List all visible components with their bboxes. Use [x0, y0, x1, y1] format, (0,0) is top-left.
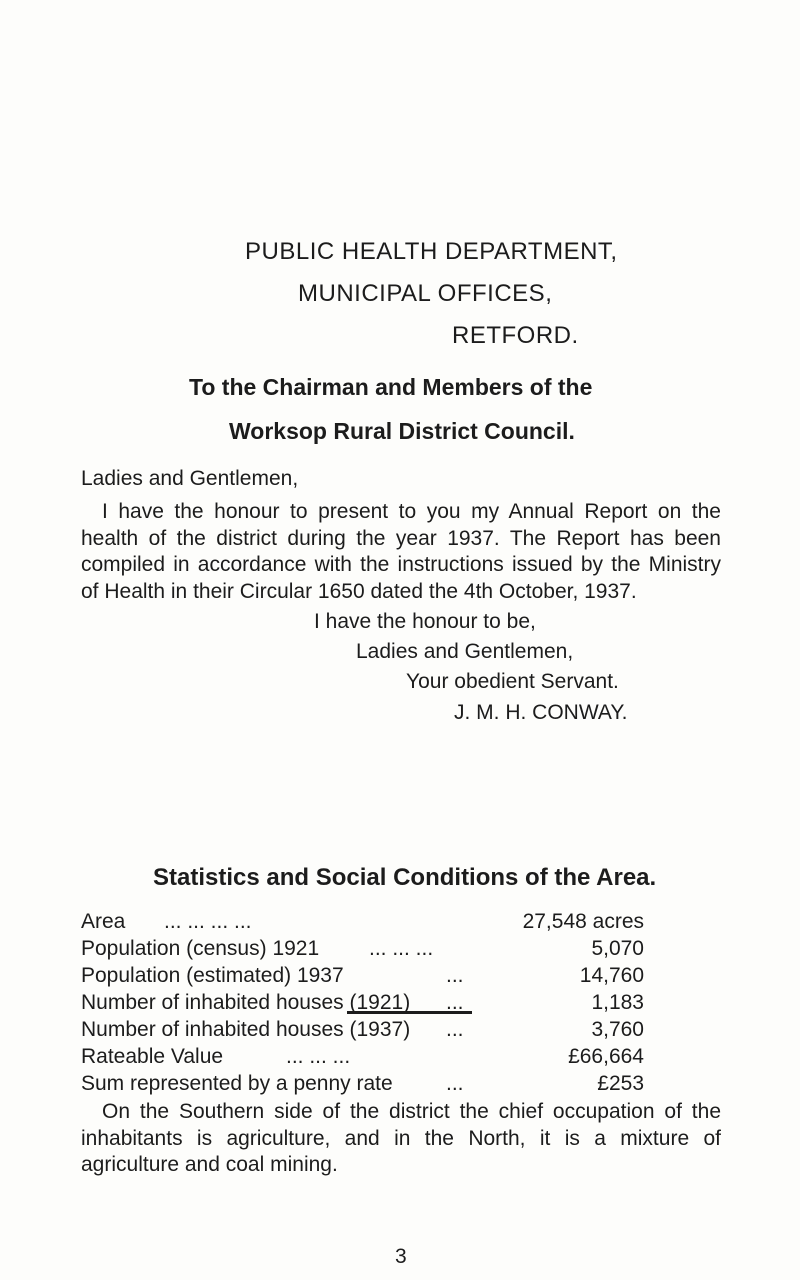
addressee-line-1: To the Chairman and Members of the	[189, 374, 593, 400]
addressee-line-2: Worksop Rural District Council.	[229, 418, 575, 444]
row-leader: ...	[446, 1018, 464, 1041]
row-leader: ...	[446, 991, 464, 1014]
row-value: 1,183	[591, 991, 644, 1014]
statistics-heading: Statistics and Social Conditions of the Area.	[153, 864, 657, 891]
letter-body: I have the honour to present to you my Annual Report on the health of the district during the year 1937. The Report has been compiled in accordance with the instructions issued by the Ministry of Health in their Circular 1650 dated the 4th October, 1937.	[81, 500, 721, 603]
letterhead-offices: MUNICIPAL OFFICES,	[298, 280, 553, 307]
row-value: 5,070	[591, 937, 644, 960]
table-row	[81, 1018, 644, 1042]
table-row	[81, 964, 644, 988]
row-leader: ... ... ... ...	[164, 910, 252, 933]
row-label: Population (census) 1921	[81, 937, 320, 960]
signature: J. M. H. CONWAY.	[454, 701, 628, 724]
page-number: 3	[395, 1245, 407, 1268]
row-label: Population (estimated) 1937	[81, 964, 344, 987]
row-value: £66,664	[568, 1045, 644, 1068]
row-leader: ... ... ...	[369, 937, 434, 960]
table-row	[81, 991, 644, 1015]
row-label: Rateable Value	[81, 1045, 224, 1068]
row-value: 3,760	[591, 1018, 644, 1041]
occupation-note: On the Southern side of the district the chief occupation of the inhabitants is agriculture, and in the North, it is a mixture of agriculture and coal mining.	[81, 1100, 721, 1176]
row-label: Sum represented by a penny rate	[81, 1072, 393, 1095]
row-leader: ...	[446, 1072, 464, 1095]
table-row	[81, 1045, 644, 1069]
closing-line-3: Your obedient Servant.	[406, 670, 619, 693]
table-row	[81, 1072, 644, 1096]
salutation: Ladies and Gentlemen,	[81, 467, 299, 490]
letterhead-department: PUBLIC HEALTH DEPARTMENT,	[245, 238, 618, 265]
row-value: 14,760	[579, 964, 644, 987]
row-value: 27,548 acres	[522, 910, 644, 933]
closing-line-1: I have the honour to be,	[314, 610, 536, 633]
row-leader: ...	[446, 964, 464, 987]
closing-line-2: Ladies and Gentlemen,	[356, 640, 574, 663]
row-label: Area	[81, 910, 126, 933]
table-row	[81, 937, 644, 961]
row-label: Number of inhabited houses (1921)	[81, 991, 411, 1014]
row-label: Number of inhabited houses (1937)	[81, 1018, 411, 1041]
row-leader: ... ... ...	[286, 1045, 351, 1068]
table-row	[81, 910, 644, 934]
row-value: £253	[597, 1072, 644, 1095]
letterhead-town: RETFORD.	[452, 322, 579, 349]
